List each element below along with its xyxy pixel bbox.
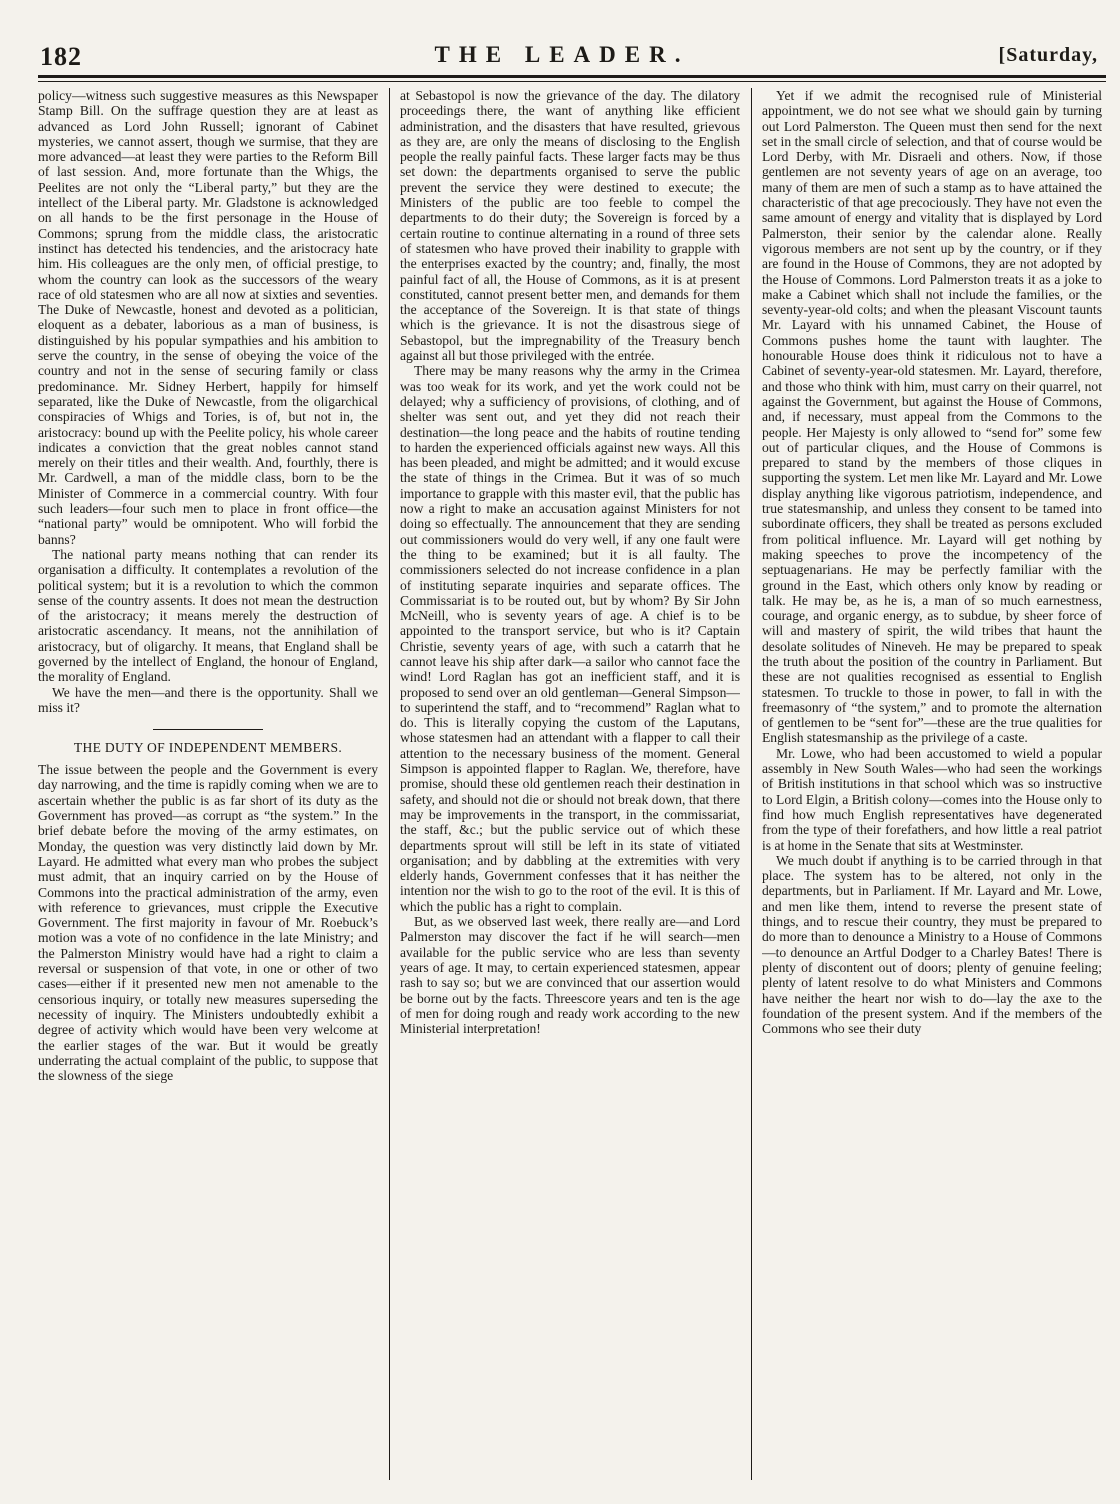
article-columns — [38, 88, 1102, 1488]
column-divider-1 — [389, 88, 390, 1480]
column-divider-2 — [751, 88, 752, 1480]
column-3-paragraph-1: Yet if we admit the recognised rule of Ministerial appointment, we do not see what we should gain by turning out Lord Palmerston. The Queen must then send for the next set in the small circle of selection, and that of course would be Lord Derby, with Mr. Disraeli and others. Now, if those gentlemen are not seventy years of age on an average, too many of them are men of such a stamp as to have attained the characteristic of that age precociously. They have not even the same amount of energy and vitality that is displayed by Lord Palmerston, their senior by the calendar alone. Really vigorous members are not sent up by the country, or if they are found in the House of Commons, they are not adopted by the House of Commons. Lord Palmerston treats it as a joke to make a Cabinet which shall not include the families, or the seventy-year-old colts; and when the pleasant Viscount taunts Mr. Layard with his unnamed Cabinet, the House of Commons pushes home the taunt with laughter. The honourable House does think it ridiculous not to have a Cabinet of seventy-year-old statesmen. Mr. Layard, therefore, and those who think with him, must carry on their quarrel, not against the Government, but against the House of Commons, and, if necessary, must appeal from the Commons to the people. Her Majesty is only allowed to “send for” some few out of particular cliques, and the House of Commons is prepared to stand by the members of those cliques in supporting the system. Let men like Mr. Layard and Mr. Lowe display anything like vigorous patriotism, independence, and true statesmanship, and unless they consent to be tamed into subordinate officers, they shall be treated as persons excluded from political influence. Mr. Layard will get nothing by making speeches to prove the incompetency of the septuagenarians. He may be perfectly familiar with the ground in the East, which others only know by reading or talk. He may be, as he is, a man of so much earnestness, courage, and organic energy, as to subdue, by sheer force of will and mastery of spirit, the wild tribes that haunt the desolate solitudes of Nineveh. He may be prepared to speak the truth about the position of the country in Parliament. But these are not qualities recognised as essential to English statesmen. To truckle to those in power, to fall in with the freemasonry of “the system,” and to promote the alternation of gentlemen to be “sent for”—these are the true qualities for English statesmanship as the privilege of a caste. — [762, 88, 1102, 746]
column-2-paragraph-1: at Sebastopol is now the grievance of the day. The dilatory proceedings there, the want of anything like efficient administration, and the disasters that have resulted, grievous as they are, are only the means of disclosing to the English people the really painful facts. These larger facts may be thus set down: the departments organised to serve the public prevent the service they were destined to execute; the Ministers of the public are too feeble to compel the departments to do their duty; the Sovereign is forced by a certain routine to continue alternating in a round of three sets of statesmen who have proved their inability to grapple with the enterprises exacted by the country; and, finally, the most painful fact of all, the House of Commons, as it is at present constituted, cannot present better men, and demands for them the acceptance of the Sovereign. It is that state of things which is the grievance. It is not the disastrous siege of Sebastopol, but the impregnability of the Treasury bench against all but those privileged with the entrée. — [400, 88, 740, 364]
column-1-paragraph-2: The national party means nothing that can render its organisation a difficulty. It contemplates a revolution of the political system; but it is a revolution to which the common sense of the country assents. It does not mean the destruction of the aristocracy; it means merely the destruction of aristocratic ascendancy. It means, not the annihilation of aristocracy, but of oligarchy. It means, that England shall be governed by the intellect of England, the honour of England, the morality of England. — [38, 546, 378, 685]
section-divider — [153, 729, 263, 730]
article-heading: THE DUTY OF INDEPENDENT MEMBERS. — [73, 740, 343, 756]
column-2 — [400, 88, 740, 1488]
column-1-paragraph-3: We have the men—and there is the opportunity. Shall we miss it? — [38, 684, 378, 715]
header-rule-thin — [38, 81, 1106, 82]
masthead-title: THE LEADER. — [434, 42, 690, 67]
column-1 — [38, 88, 378, 1488]
column-1-paragraph-1: policy—witness such suggestive measures as this Newspaper Stamp Bill. On the suffrage question they are at least as advanced as Lord John Russell; ignorant of Cabinet mysteries, we cannot assert, though we surmise, that they are more advanced—at least they were parties to the Reform Bill of last session. And, more fortunate than the Whigs, the Peelites are not only the “Liberal party,” but they are the intellect of the Liberal party. Mr. Gladstone is acknowledged on all hands to be the first personage in the House of Commons; sprung from the middle class, the aristocratic instinct has detected his tendencies, and the aristocracy hate him. His colleagues are the only men, of official prestige, to whom the country can look as the successors of the weary race of old statesmen who are all now at sixties and seventies. The Duke of Newcastle, honest and devoted as a politician, eloquent as a debater, laborious as a man of business, is distinguished by his popular sympathies and his ambition to serve the country, in the sense of obeying the voice of the country and not in the sense of securing family or class predominance. Mr. Sidney Herbert, happily for himself separated, like the Duke of Newcastle, from the oligarchical conspiracies of Whigs and Tories, is of, but not in, the aristocracy: bound up with the Peelite policy, his whole career indicates a conviction that the great nobles cannot stand merely on their titles and their wealth. And, fourthly, there is Mr. Cardwell, a man of the middle class, born to be the Minister of Commerce in a commercial country. With four such leaders—four such men to place in front office—the “national party” would be omnipotent. Who will forbid the banns? — [38, 88, 378, 547]
column-3-paragraph-3: We much doubt if anything is to be carried through in that place. The system has to be altered, not only in the departments, but in Parliament. If Mr. Layard and Mr. Lowe, and men like them, intend to reverse the present state of things, and to rescue their country, they must be prepared to do more than to denounce a Ministry to a House of Commons—to denounce an Artful Dodger to a Charley Bates! There is plenty of discontent out of doors; plenty of genuine feeling; plenty of latent resolve to do what Ministers and Commons have neither the heart nor wish to do—lay the axe to the foundation of the present system. And if the members of the Commons who see their duty — [762, 852, 1102, 1037]
column-2-paragraph-2: There may be many reasons why the army in the Crimea was too weak for its work, and yet the work could not be delayed; why a sufficiency of provisions, of clothing, and of shelter was sent out, and yet they did not reach their destination—the long peace and the habits of routine tending to harden the experienced officials against new ways. All this has been pleaded, and might be admitted; and it would excuse the state of things in the Crimea. But it was of so much importance to grapple with this master evil, that the public has now a right to make an accusation against Ministers for not doing so effectually. The announcement that they are sending out commissioners would do very well, if any one fault were the thing to be examined; but it is all faulty. The commissioners selected do not increase confidence in a plan of instituting separate inquiries and separate offices. The Commissariat is to be routed out, but by whom? By Sir John McNeill, who is seventy years of age. A chief is to be appointed to the transport service, but who is it? Captain Christie, seventy years of age, with such a catarrh that he cannot leave his ship after dark—a sailor who cannot face the wind! Lord Raglan has got an inefficient staff, and it is proposed to send over an old gentleman—General Simpson—to superintend the staff, and to “recommend” Raglan what to do. This is literally copying the custom of the Laputans, whose statesmen had an attendant with a flapper to call their attention to the necessary business of the moment. General Simpson is appointed flapper to Raglan. We, therefore, have promise, should these old gentlemen reach their destination in safety, and should not die or should not break down, that there may be improvements in the transport, in the commissariat, the staff, &c.; but the public service out of which these departments sprout will still be left in its state of vitiated organisation; and by dabbling at the extremities with very elderly hands, Government confesses that it has neither the intention nor the wish to go to the root of the evil. It is this of which the public has a right to complain. — [400, 363, 740, 914]
newspaper-page — [18, 0, 1106, 1504]
column-3 — [762, 88, 1102, 1488]
page-header — [18, 42, 1106, 72]
column-1-paragraph-4: The issue between the people and the Government is every day narrowing, and the time is rapidly coming when we are to ascertain whether the public is as far short of its duty as the Government has proved—as corrupt as “the system.” In the brief debate before the moving of the army estimates, on Monday, the question was very distinctly laid down by Mr. Layard. He admitted what every man who probes the subject must admit, that an inquiry carried on by the House of Commons into the practical administration of the army, even with reference to grievances, must cripple the Executive Government. The first majority in favour of Mr. Roebuck’s motion was a vote of no confidence in the late Ministry; and the Palmerston Ministry would have had a right to claim a reversal or suspension of that vote, in one or other of two cases—either if it presented new men not amenable to the censorious inquiry, or totally new measures superseding the necessity of inquiry. The Ministers undoubtedly exhibit a degree of activity which would have been very welcome at the earlier stages of the war. But it would be greatly underrating the actual complaint of the public, to suppose that the slowness of the siege — [38, 762, 378, 1084]
header-day: [Saturday, — [998, 44, 1098, 66]
header-rule-thick — [38, 75, 1106, 78]
column-3-paragraph-2: Mr. Lowe, who had been accustomed to wield a popular assembly in New South Wales—who had seen the workings of British institutions in that school which was so instructive to Lord Elgin, a British colony—comes into the House only to find how much English representatives have degenerated from the type of their forefathers, and how little a real patriot is at home in the Senate that sits at Westminster. — [762, 745, 1102, 853]
column-2-paragraph-3: But, as we observed last week, there really are—and Lord Palmerston may discover the fact if he will search—men available for the public service who are less than seventy years of age. It may, to certain experienced statesmen, appear rash to say so; but we are convinced that our assertion would be borne out by the facts. Threescore years and ten is the age of men for doing rough and ready work according to the new Ministerial interpretation! — [400, 914, 740, 1037]
page-number: 182 — [40, 42, 82, 71]
